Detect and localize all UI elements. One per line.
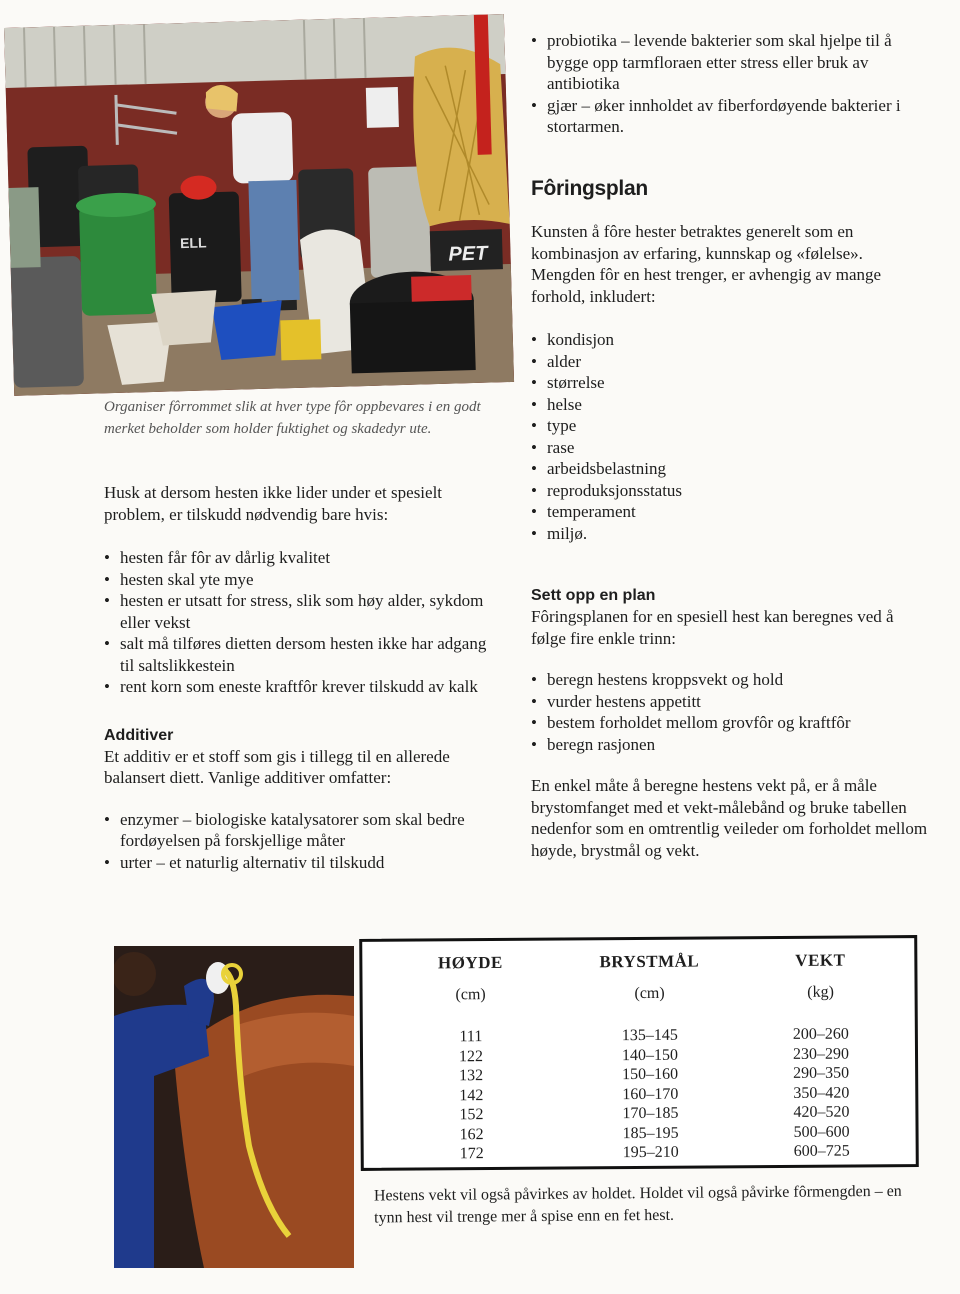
table-cell: 142 <box>459 1086 484 1104</box>
plan-steps-list <box>531 669 931 755</box>
setup-plan-intro: Fôringsplanen for en spesiell hest kan beregnes ved å følge fire enkle trinn: <box>531 607 894 648</box>
list-item: • probiotika – levende bakterier som skal hjelpe til å bygge opp tarmfloraen etter stress eller bruk av antibiotika <box>531 30 931 95</box>
additives-intro: Et additiv er et stoff som gis i tillegg til en allerede balansert diett. Vanlige additiver omfatter: <box>104 746 450 787</box>
bag-label: PET <box>448 242 488 266</box>
list-item: • urter – et naturlig alternativ til tilskudd <box>104 852 504 874</box>
supplement-conditions-list <box>104 547 504 698</box>
girth-unit: (cm) <box>634 984 665 1003</box>
additives-list <box>104 809 504 874</box>
list-item: • arbeidsbelastning <box>531 458 931 480</box>
list-item: • helse <box>531 394 931 416</box>
table-cell: 150–160 <box>622 1065 679 1084</box>
height-column <box>410 953 531 1164</box>
list-item: • rase <box>531 437 931 459</box>
table-cell: 500–600 <box>793 1123 850 1141</box>
list-item: • temperament <box>531 501 931 523</box>
feeding-plan-intro: Kunsten å fôre hester betraktes generelt som en kombinasjon av erfaring, kunnskap og «følelse». Mengden fôr en hest trenger, er avhengig av mange forhold, inkludert: <box>531 222 882 306</box>
supplement-intro: Husk at dersom hesten ikke lider under et spesielt problem, er tilskudd nødvendig bare hvis: <box>104 483 443 524</box>
list-item: • beregn hestens kroppsvekt og hold <box>531 669 931 691</box>
table-cell: 420–520 <box>793 1103 850 1121</box>
table-cell: 122 <box>458 1047 484 1065</box>
list-item: • type <box>531 415 931 437</box>
table-cell: 111 <box>459 1028 483 1046</box>
table-cell: 290–350 <box>793 1064 850 1082</box>
table-cell: 162 <box>459 1125 484 1143</box>
table-cell: 600–725 <box>793 1142 850 1160</box>
list-item: • hesten skal yte mye <box>104 569 504 591</box>
girth-column <box>574 951 725 1163</box>
feeding-plan-heading: Fôringsplan <box>531 176 648 200</box>
photo-caption: Organiser fôrrommet slik at hver type fôr oppbevares i en godt merket beholder som holder fuktighet og skadedyr ute. <box>104 399 481 437</box>
girth-header: BRYSTMÅL <box>599 951 700 972</box>
list-item: • rent korn som eneste kraftfôr krever tilskudd av kalk <box>104 676 504 698</box>
weight-column <box>750 950 891 1161</box>
height-header: HØYDE <box>437 952 503 973</box>
table-cell: 135–145 <box>621 1026 678 1045</box>
list-item: • størrelse <box>531 372 931 394</box>
list-item: • reproduksjonsstatus <box>531 480 931 502</box>
weight-unit: (kg) <box>807 983 834 1001</box>
table-cell: 185–195 <box>622 1124 679 1142</box>
factors-list <box>531 329 931 544</box>
bin-label: ELL <box>179 234 207 252</box>
additives-list-continued <box>531 30 931 138</box>
right-column <box>531 30 931 861</box>
table-cell: 170–185 <box>622 1104 679 1123</box>
table-cell: 200–260 <box>792 1025 849 1043</box>
weight-header: VEKT <box>795 950 846 970</box>
table-cell: 230–290 <box>792 1045 850 1063</box>
list-item: • kondisjon <box>531 329 931 351</box>
list-item: • bestem forholdet mellom grovfôr og kraftfôr <box>531 712 931 734</box>
list-item: • miljø. <box>531 523 931 545</box>
table-cell: 350–420 <box>793 1084 850 1102</box>
table-cell: 140–150 <box>621 1046 679 1064</box>
horse-measuring-photo <box>114 946 354 1268</box>
table-cell: 152 <box>459 1106 484 1124</box>
list-item: • hesten er utsatt for stress, slik som høy alder, sykdom eller vekst <box>104 590 504 633</box>
table-cell: 195–210 <box>622 1143 679 1162</box>
weight-table <box>359 935 919 1171</box>
table-cell: 132 <box>459 1067 484 1085</box>
list-item: • salt må tilføres dietten dersom hesten ikke har adgang til saltslikkestein <box>104 633 504 676</box>
table-cell: 160–170 <box>622 1085 679 1103</box>
table-cell: 172 <box>459 1145 484 1163</box>
weight-method-text: En enkel måte å beregne hestens vekt på, er å måle brystomfanget med et vekt-målebånd og bruke tabellen nedenfor som en omtrentlig veileder om forholdet mellom høyde, brystmål og vekt. <box>531 776 928 860</box>
bottom-caption: Hestens vekt vil også påvirkes av holdet. Holdet vil også påvirke fôrmengden – en tynn hest vil trenge mer å spise enn en fet hest. <box>373 1182 902 1227</box>
list-item: • enzymer – biologiske katalysatorer som skal bedre fordøyelsen på forskjellige måter <box>104 809 504 852</box>
additives-heading: Additiver <box>104 726 174 744</box>
list-item: • beregn rasjonen <box>531 734 931 756</box>
setup-plan-heading: Sett opp en plan <box>531 587 656 604</box>
list-item: • alder <box>531 351 931 373</box>
list-item: • vurder hestens appetitt <box>531 691 931 713</box>
feed-room-photo <box>4 14 514 396</box>
list-item: • hesten får fôr av dårlig kvalitet <box>104 547 504 569</box>
left-column <box>104 482 504 873</box>
list-item: • gjær – øker innholdet av fiberfordøyende bakterier i stortarmen. <box>531 95 931 138</box>
height-unit: (cm) <box>455 986 486 1004</box>
